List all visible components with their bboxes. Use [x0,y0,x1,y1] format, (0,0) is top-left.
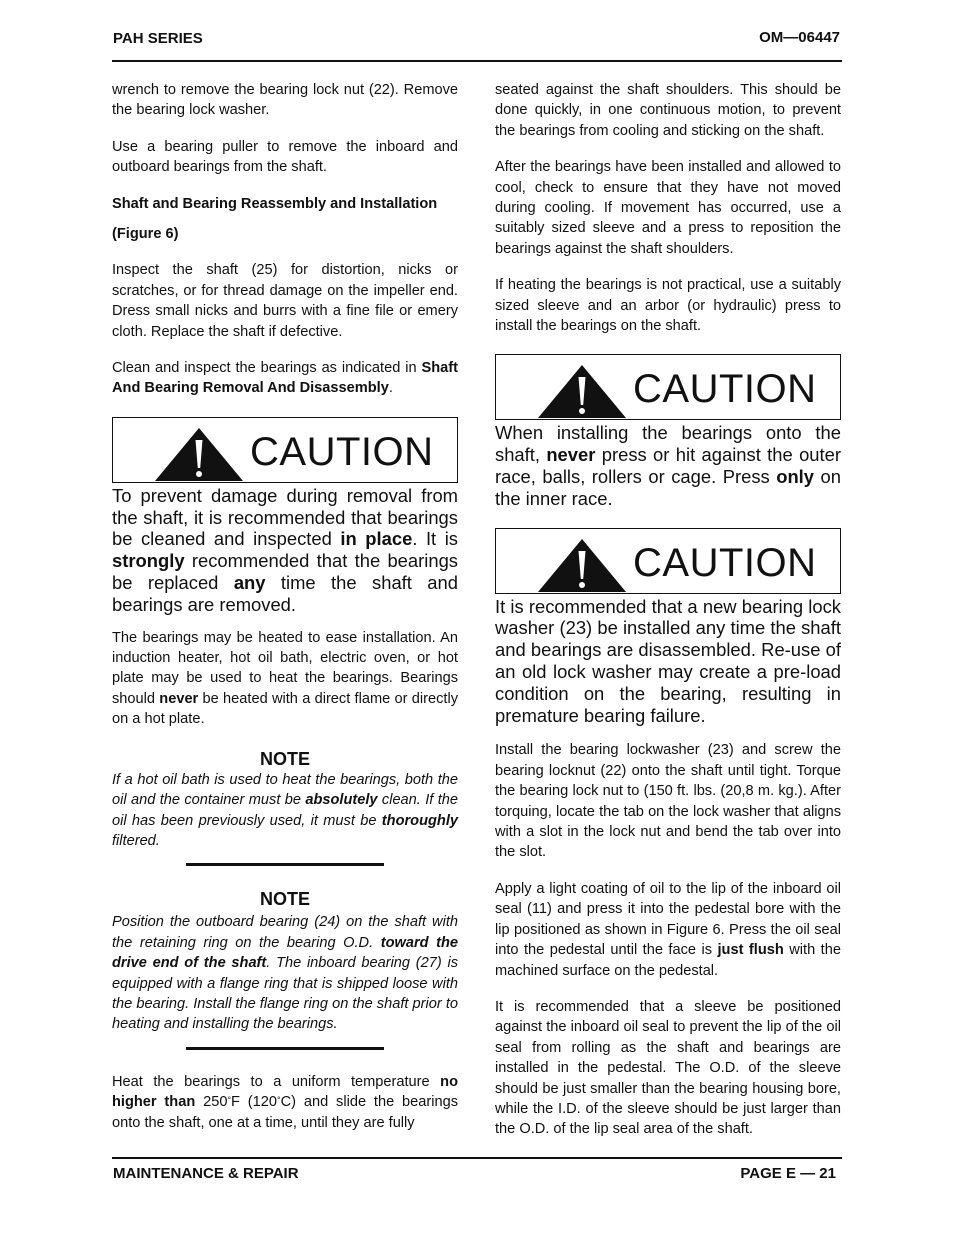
warning-triangle-icon [153,426,245,482]
paragraph-heat-bearings [112,1072,458,1133]
text: recommended that the bearings be replaced [112,550,458,594]
emphasis: just flush [717,942,784,959]
text: Position the outboard bearing (24) on the shaft with the retaining ring on the bearing O.D. [112,914,458,951]
emphasis: in place [340,528,413,550]
caution-title: CAUTION [633,540,817,585]
footer-section: MAINTENANCE & REPAIR [113,1165,299,1182]
emphasis: never [546,444,596,466]
paragraph-press-install: If heating the bearings is not practical, use a suitably sized sleeve and an arbor (or hydraulic) press to install the bearings on the shaft. [495,277,841,335]
text: F (120 [231,1094,278,1111]
text: with the machined surface on the pedestal. [495,942,841,979]
footer-page-number: PAGE E — 21 [740,1165,836,1182]
caution-banner-3 [495,528,841,594]
footer-rule [112,1157,842,1159]
emphasis: any [233,572,266,594]
emphasis: no higher than [112,1073,458,1111]
note-title-1: NOTE [259,748,310,769]
paragraph-remove-lock-nut: wrench to remove the bearing lock nut (22). Remove the bearing lock washer. [112,82,458,119]
text: 250 [195,1094,228,1111]
emphasis: never [159,690,199,707]
paragraph-bearing-puller: Use a bearing puller to remove the inboard and outboard bearings from the shaft. [112,138,458,176]
caution-text-1 [112,485,458,616]
caution-title: CAUTION [250,429,434,474]
text: If a hot oil bath is used to heat the bearings, both the oil and the container must be [112,771,458,809]
paragraph-heating-methods [112,628,458,730]
text: clean. If the oil has been previously used, it must be [112,792,458,829]
emphasis: absolutely [305,792,378,809]
section-heading: Shaft and Bearing Reassembly and Installation [112,195,438,212]
text: C) and slide the bearings onto the shaft, one at a time, until they are fully [112,1094,458,1131]
caution-text-3: It is recommended that a new bearing lock washer (23) be installed any time the shaft and bearings are disassembled. Re-use of an old lock washer may create a pre-load condition on the bearing, resulting in premature bearing failure. [495,595,841,726]
caution-title: CAUTION [633,367,817,412]
text: Clean and inspect the bearings as indicated in [112,360,422,377]
emphasis: toward the drive end of the shaft [112,934,458,972]
caution-banner-1 [112,417,458,483]
paragraph-oil-seal [495,879,841,981]
caution-banner-2 [495,354,841,420]
paragraph-seated-bearings: seated against the shaft shoulders. This should be done quickly, in one continuous motion, to prevent the bearings from cooling and sticking on the shaft. [495,82,841,139]
note-title-2: NOTE [259,889,310,910]
text: Apply a light coating of oil to the lip of the inboard oil seal (11) and press it into the pedestal bore with the lip positioned as shown in Figure 6. Press the oil seal into the pedestal until the face is [495,880,841,959]
text: . It is [412,528,458,550]
text: Heat the bearings to a uniform temperature [112,1073,441,1090]
degree-symbol: ° [227,1095,232,1106]
paragraph-clean-bearings [112,358,458,399]
section-figure-ref: (Figure 6) [112,226,179,243]
paragraph-check-movement: After the bearings have been installed and allowed to cool, check to ensure that they have not moved during cooling. If movement has occurred, use a suitably sized sleeve and a press to reposition the bearings against the shaft shoulders. [495,159,841,257]
header-document-number: OM—06447 [759,29,840,46]
degree-symbol: ° [277,1095,281,1106]
cross-reference: Shaft And Bearing Removal And Disassembly [112,360,458,397]
text: press or hit against the outer race, balls, rollers or cage. Press [495,444,841,488]
text: When installing the bearings onto the shaft, [495,422,841,466]
header-series: PAH SERIES [113,30,203,47]
right-column [495,80,841,1140]
text: . [388,380,393,397]
emphasis: only [776,466,815,488]
text: To prevent damage during removal from the shaft, it is recommended that bearings be cleaned and inspected [112,484,458,550]
emphasis: strongly [112,550,185,572]
left-column [112,80,458,1133]
text: on the inner race. [495,466,841,509]
paragraph-inspect-shaft: Inspect the shaft (25) for distortion, nicks or scratches, or for thread damage on the impeller end. Dress small nicks and burrs with a fine file or emery cloth. Replace the shaft if defective. [112,262,458,340]
note-body-1 [112,770,458,852]
paragraph-sleeve: It is recommended that a sleeve be positioned against the inboard oil seal to prevent the lip of the oil seal from rolling as the shaft and bearings are installed in the pedestal. The O.D. of the sleeve should be just smaller than the bearing housing bore, while the I.D. of the sleeve should be just larger than the O.D. of the lip seal area of the shaft. [495,998,841,1138]
caution-text-2 [495,422,841,509]
text: filtered. [112,832,160,849]
header-rule [112,60,842,62]
note-body-2 [112,912,458,1034]
paragraph-install-lockwasher: Install the bearing lockwasher (23) and screw the bearing locknut (22) onto the shaft until tight. Torque the bearing lock nut to (150 ft. lbs. (20,8 m. kg.). After torquing, locate the tab on the lock washer that aligns with a slot in the lock nut and bend the tab over into the slot. [495,742,841,861]
emphasis: thoroughly [381,812,458,829]
text: The bearings may be heated to ease installation. An induction heater, hot oil bath, electric oven, or hot plate may be used to heat the bearings. Bearings should [112,629,458,707]
text: be heated with a direct flame or directly on a hot plate. [112,690,459,728]
warning-triangle-icon [536,363,628,419]
text: time the shaft and bearings are removed. [112,572,458,615]
warning-triangle-icon [536,537,628,593]
text: . The inboard bearing (27) is equipped with a flange ring that is shipped loose with the bearing. Install the flange ring on the shaft prior to heating and installing the bearings. [112,955,458,1033]
